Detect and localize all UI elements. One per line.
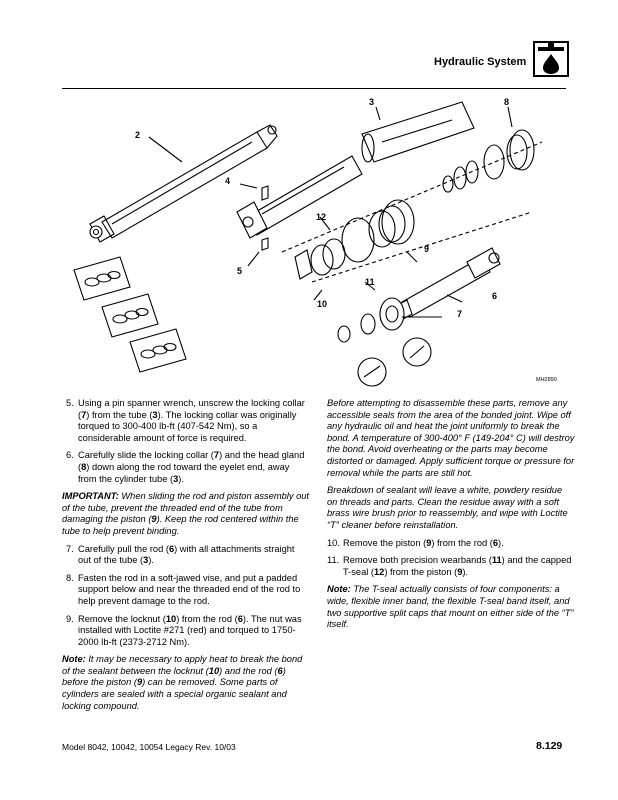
tseal-note: Note: The T-seal actually consists of four components: a wide, flexible inner band, the flexible T-seal band itself, and two supportive split caps that mount on either side of the “T” itself. <box>327 584 574 630</box>
step-11: 11. Remove both precision wearbands (11) and the capped T-seal (12) from the piston (9). <box>327 555 572 577</box>
seal-kit-bags <box>74 257 186 372</box>
header-divider <box>62 88 566 89</box>
piston-assembly <box>295 200 414 279</box>
callout-12: 12 <box>316 212 327 222</box>
step-7: 7. Carefully pull the rod (6) with all attachments straight out of the tube (3). <box>66 543 295 566</box>
callout-4: 4 <box>225 176 231 186</box>
step-5: 5. Using a pin spanner wrench, unscrew the locking collar (7) from the tube (3). The locking collar was originally torqued to 300-400 lb-ft (407-542 Nm), so a considerable amount of force is required. <box>66 398 305 443</box>
cylinder-tube <box>237 156 362 250</box>
figure-code: MH2890 <box>536 377 557 383</box>
exploded-cylinder-diagram <box>62 92 582 392</box>
tube-sleeve <box>362 102 474 162</box>
callout-8: 8 <box>504 97 510 107</box>
sealant-paragraph: Breakdown of sealant will leave a white, powdery residue on threads and parts. Clean the residue away with a soft brass wire brush prior to reassembly, and wipe with Loctite “T” cleaner before reinstallation. <box>327 485 568 530</box>
bond-paragraph: Before attempting to disassemble these parts, remove any accessible seals from the area of the bonded joint. Wipe off any hydraulic oil and heat the joint uniformly to break the bond. A temperature of 300-400° F (149-204° C) will destroy the bond. Avoid overheating or the parts may become distorted or damaged. Apply sufficient torque or pressure for removal while the parts are still hot. <box>327 398 575 478</box>
step-9: 9. Remove the locknut (10) from the rod (6). The nut was installed with Loctite #271 (red) and torqued to 1750-2000 lb-ft (2373-2712 Nm). <box>66 613 302 647</box>
page-header-title: Hydraulic System <box>434 56 527 68</box>
important-note: IMPORTANT: When sliding the rod and piston assembly out of the tube, prevent the threaded end of the tube from damaging the piston (9). Keep the rod centered within the tube to help prevent binding. <box>62 491 309 536</box>
callout-3: 3 <box>369 97 375 107</box>
head-gland <box>443 130 534 192</box>
step-10: 10. Remove the piston (9) from the rod (6). <box>327 537 504 548</box>
callout-2: 2 <box>135 130 141 140</box>
hydraulic-cylinder-icon <box>533 41 569 77</box>
locking-collar <box>338 298 404 342</box>
step-6: 6. Carefully slide the locking collar (7) and the head gland (8) down along the rod toward the eyelet end, away from the cylinder tube (3). <box>66 450 305 484</box>
callout-10: 10 <box>317 299 328 309</box>
callout-6: 6 <box>492 291 498 301</box>
callout-9: 9 <box>424 244 430 254</box>
right-column <box>327 398 575 637</box>
heat-note: Note: It may be necessary to apply heat to break the bond of the sealant between the locknut (10) and the rod (6) before the piston (9) can be removed. Some parts of cylinders are sealed with a special organic sealant and locking compound. <box>62 654 303 711</box>
page-number: 8.129 <box>536 740 563 752</box>
footer-model: Model 8042, 10042, 10054 Legacy Rev. 10/03 <box>62 742 236 752</box>
callout-7: 7 <box>457 309 463 319</box>
step-8: 8. Fasten the rod in a soft-jawed vise, and put a padded support below and near the threaded end of the rod to help prevent damage to the rod. <box>66 572 301 606</box>
callout-5: 5 <box>237 266 243 276</box>
piston-rod <box>392 248 500 322</box>
callout-11: 11 <box>365 277 375 287</box>
left-column <box>62 398 310 718</box>
spanner-detail <box>358 338 431 386</box>
